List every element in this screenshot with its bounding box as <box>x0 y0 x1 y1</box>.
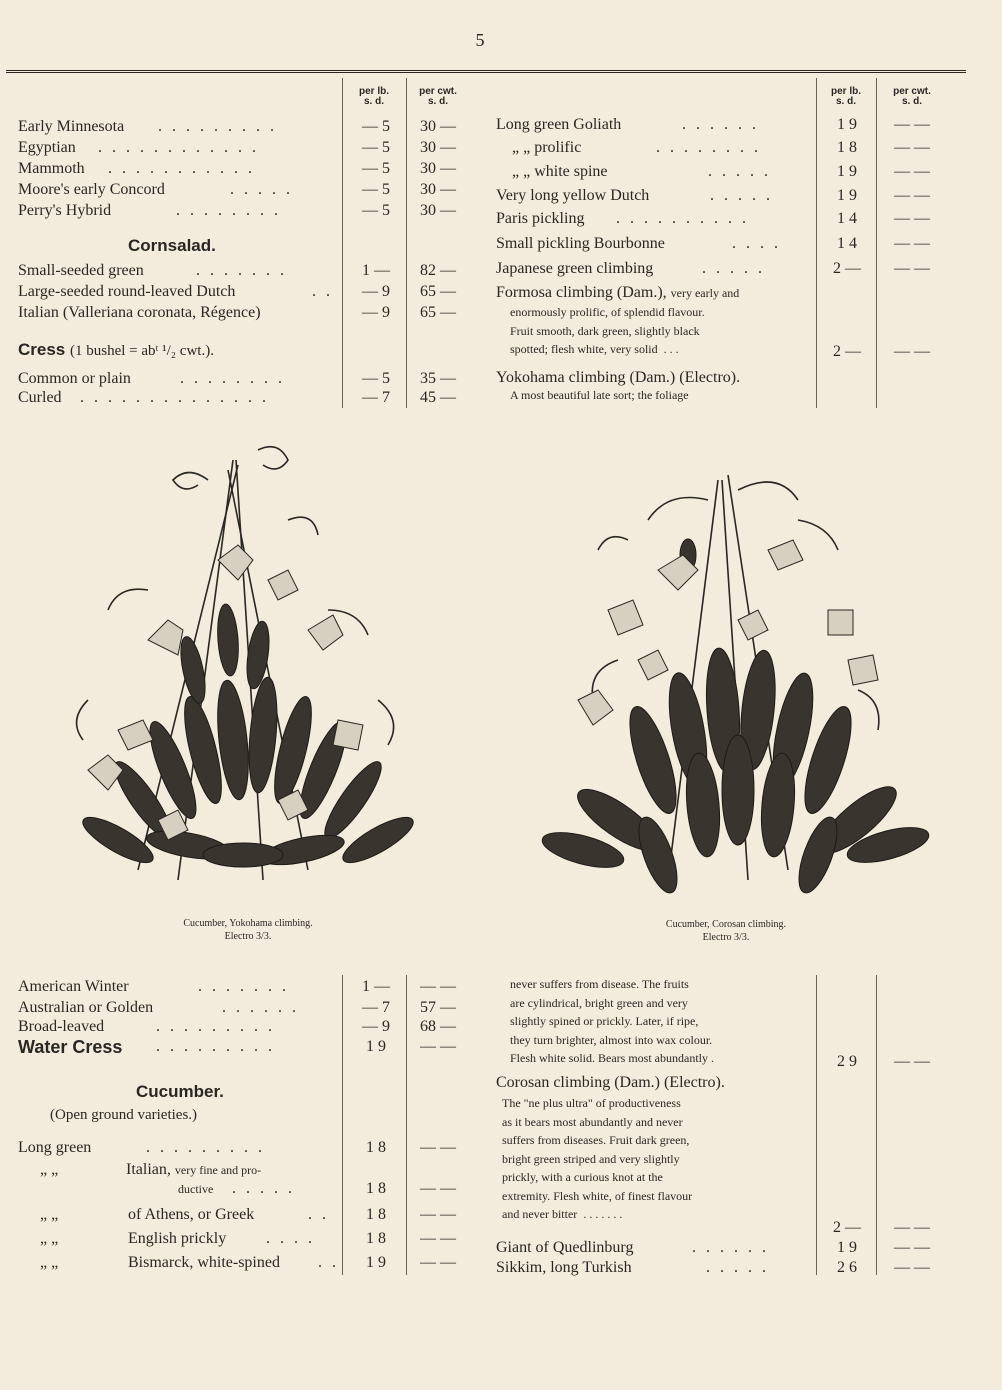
item-description: never suffers from disease. The fruits are cylindrical, bright green and very slightly spined or prickly. Later, if ripe, they turn brighter, almost into wax colour. Flesh white solid. Bears most abundantly . <box>510 977 714 1065</box>
list-item: Corosan climbing (Dam.) (Electro). <box>496 1074 725 1091</box>
list-item: Curled . . . . . . . . . . . . . . — 7 45 — <box>18 389 456 406</box>
list-item: Moore's early Concord . . . . . — 5 30 — <box>18 181 456 198</box>
section-title-cornsalad: Cornsalad. <box>128 236 216 255</box>
list-item: Long green Goliath . . . . . . 1 9 — — <box>496 116 930 133</box>
list-item: „ „ white spine . . . . . 1 9 — — <box>512 163 930 180</box>
list-item: Italian (Valleriana coronata, Régence) — 9 65 — <box>18 304 456 321</box>
cucumber-yokohama-illustration <box>28 440 448 900</box>
list-item: Broad-leaved . . . . . . . . . — 9 68 — <box>18 1018 456 1035</box>
list-item: American Winter . . . . . . . 1 — — — <box>18 978 456 995</box>
list-item: Early Minnesota . . . . . . . . . — 5 30 — <box>18 118 456 135</box>
item-description: A most beautiful late sort; the foliage <box>510 388 689 402</box>
right-column <box>496 0 958 1390</box>
section-title-cucumber: Cucumber. <box>136 1082 224 1101</box>
price-cell: 2 9 — — <box>837 1053 930 1070</box>
list-item: ductive . . . . . 1 8 — — <box>178 1180 456 1197</box>
list-item: Japanese green climbing . . . . . 2 — — — <box>496 260 930 277</box>
list-item: Large-seeded round-leaved Dutch . . — 9 65 — <box>18 283 456 300</box>
list-item: Very long yellow Dutch . . . . . 1 9 — — <box>496 187 930 204</box>
list-item: Long green . . . . . . . . . 1 8 — — <box>18 1139 456 1156</box>
list-item: „ „ Italian, very fine and pro- <box>40 1161 262 1178</box>
list-item: Small-seeded green . . . . . . . 1 — 82 — <box>18 262 456 279</box>
list-item: Paris pickling . . . . . . . . . . 1 4 — — <box>496 210 930 227</box>
item-description: enormously prolific, of splendid flavour. Fruit smooth, dark green, slightly black spotted; flesh white, very solid . . . <box>510 305 705 356</box>
list-item: Formosa climbing (Dam.), very early and <box>496 284 740 301</box>
list-item: Water Cress . . . . . . . . . 1 9 — — <box>18 1037 456 1057</box>
illustration-caption: Cucumber, Yokohama climbing. Electro 3/3. <box>183 918 313 942</box>
list-item: Mammoth . . . . . . . . . . . — 5 30 — <box>18 160 456 177</box>
list-item: Perry's Hybrid . . . . . . . . — 5 30 — <box>18 202 456 219</box>
list-item: Australian or Golden . . . . . . — 7 57 — <box>18 999 456 1016</box>
list-item: Common or plain . . . . . . . . — 5 35 — <box>18 370 456 387</box>
cucumber-corosan-illustration <box>538 460 938 910</box>
list-item: „ „ of Athens, or Greek . . 1 8 — — <box>40 1206 456 1223</box>
left-column <box>18 0 466 1390</box>
list-item: Small pickling Bourbonne . . . . 1 4 — — <box>496 235 930 252</box>
item-description: The "ne plus ultra" of productiveness as it bears most abundantly and never suffers from diseases. Fruit dark green, bright green striped and very slightly prickly, with a curious knot at the extremity. Flesh white, of finest flavour and never bitter . . . . . . . <box>502 1096 693 1221</box>
list-item: „ „ English prickly . . . . 1 8 — — <box>40 1230 456 1247</box>
illustration-caption: Cucumber, Corosan climbing. Electro 3/3. <box>665 919 787 943</box>
per-cwt-header: per cwt. s. d. <box>419 86 457 107</box>
list-item: „ „ Bismarck, white-spined . . 1 9 — — <box>40 1254 456 1271</box>
per-cwt-header: per cwt. s. d. <box>893 86 931 107</box>
page-number: 5 <box>475 30 485 50</box>
section-title-cress: Cress (1 bushel = abᵗ ¹/₂ cwt.). <box>18 340 214 359</box>
list-item: Egyptian . . . . . . . . . . . . — 5 30 — <box>18 139 456 156</box>
per-lb-header: per lb. s. d. <box>358 86 389 107</box>
list-item: „ „ prolific . . . . . . . . 1 8 — — <box>512 139 930 156</box>
list-item: Sikkim, long Turkish . . . . . 2 6 — — <box>496 1259 930 1276</box>
list-item: Yokohama climbing (Dam.) (Electro). <box>496 369 741 386</box>
list-item: Giant of Quedlinburg . . . . . . 1 9 — — <box>496 1239 930 1256</box>
per-lb-header: per lb. s. d. <box>830 86 861 107</box>
price-cell: 2 — — — <box>833 343 930 360</box>
price-cell: 2 — — — <box>833 1219 930 1236</box>
section-subtitle: (Open ground varieties.) <box>50 1107 198 1123</box>
